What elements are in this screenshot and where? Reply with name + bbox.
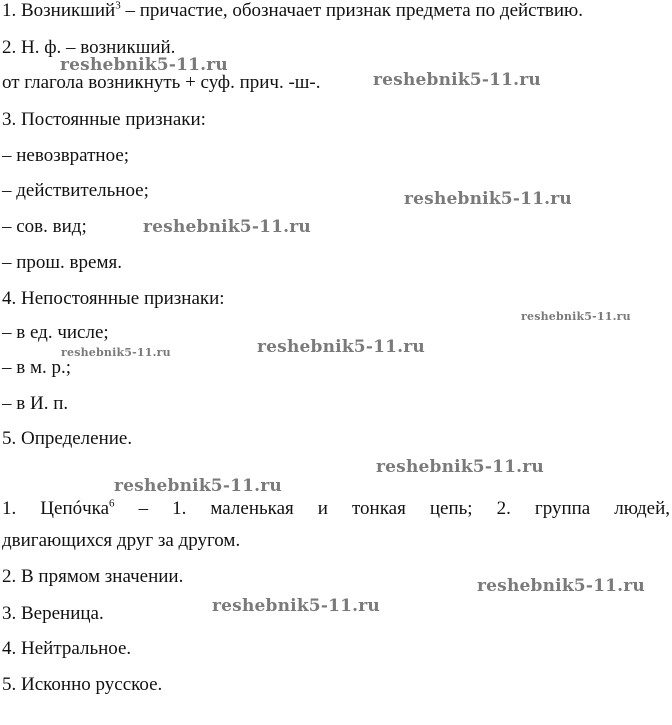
footnote-mark: 3 (115, 0, 121, 12)
watermark: reshebnik5-11.ru (373, 70, 541, 90)
footnote-mark: 6 (109, 497, 115, 510)
line-literal-meaning: 2. В прямом значении. (2, 566, 184, 587)
line-variable-features-heading: 4. Непостоянные признаки: (2, 288, 225, 309)
line-initial-form: 2. Н. ф. – возникший. (2, 37, 176, 58)
line-stylistic-neutral: 4. Нейтральное. (2, 638, 132, 659)
line-feature-nonreflexive: – невозвратное; (2, 145, 130, 166)
watermark: reshebnik5-11.ru (404, 189, 572, 209)
line-syntactic-role: 5. Определение. (2, 428, 133, 449)
definition-text: – причастие, обозначает признак предмета по действию. (120, 0, 583, 21)
line-feature-singular: – в ед. числе; (2, 322, 109, 343)
word-text: 1. Возникший (2, 0, 116, 21)
watermark: reshebnik5-11.ru (143, 217, 311, 237)
watermark: reshebnik5-11.ru (257, 337, 425, 357)
line-origin-native: 5. Исконно русское. (2, 674, 163, 695)
watermark: reshebnik5-11.ru (61, 346, 171, 359)
watermark: reshebnik5-11.ru (212, 596, 380, 616)
line-feature-perfective: – сов. вид; (2, 216, 87, 237)
line-synonym: 3. Вереница. (2, 603, 104, 624)
line-feature-active: – действительное; (2, 180, 149, 201)
watermark: reshebnik5-11.ru (60, 55, 228, 75)
watermark: reshebnik5-11.ru (477, 576, 645, 596)
line-definition-continued: двигающихся друг за другом. (2, 530, 241, 551)
line-feature-past-tense: – прош. время. (2, 252, 122, 273)
line-feature-masculine: – в м. р.; (2, 357, 72, 378)
line-tsepochka-definition (2, 498, 670, 520)
word-text: 1. Цепóчка (2, 498, 110, 519)
line-derivation: от глагола возникнуть + суф. прич. -ш-. (2, 72, 321, 93)
line-vozniksh-definition (2, 0, 583, 22)
line-feature-nominative: – в И. п. (2, 393, 69, 414)
watermark: reshebnik5-11.ru (114, 476, 282, 496)
watermark: reshebnik5-11.ru (376, 457, 544, 477)
definition-text: – 1. маленькая и тонкая цепь; 2. группа людей, (114, 498, 670, 519)
watermark: reshebnik5-11.ru (521, 310, 631, 323)
line-constant-features-heading: 3. Постоянные признаки: (2, 109, 206, 130)
